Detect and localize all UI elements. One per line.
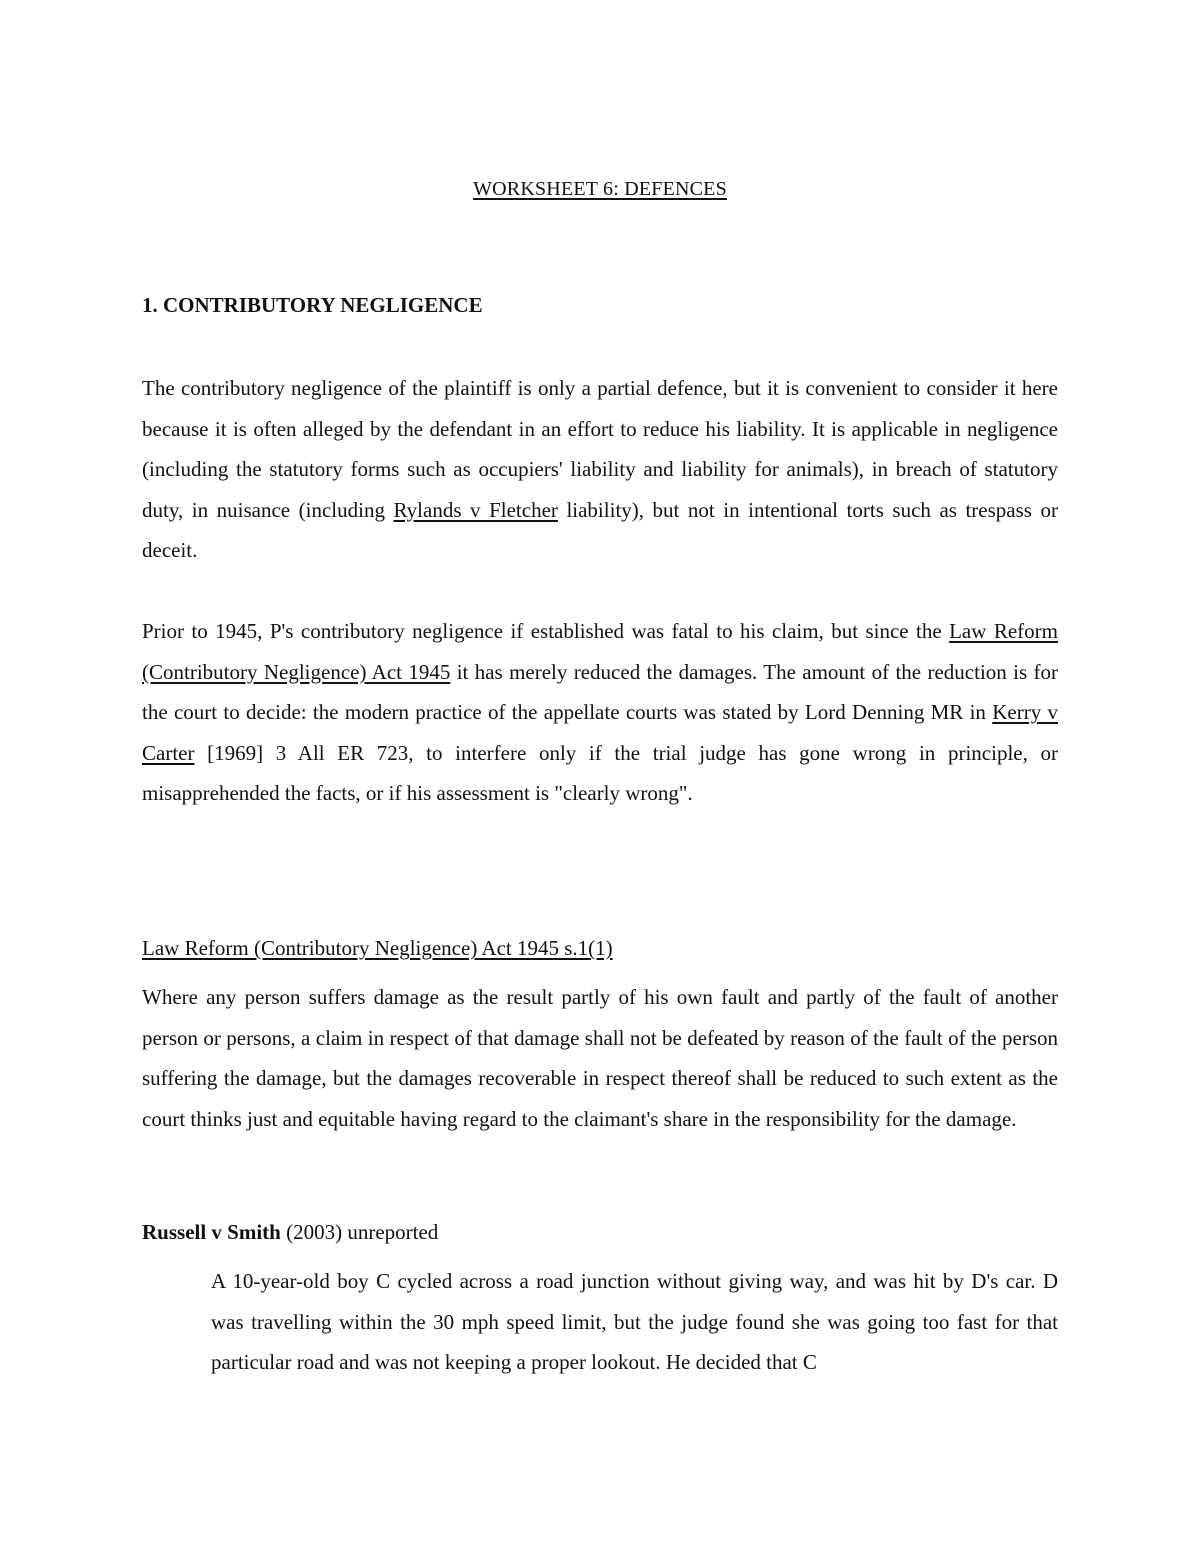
case-name: Russell v Smith bbox=[142, 1220, 281, 1244]
case-facts: A 10-year-old boy C cycled across a road junction without giving way, and was hit by D's car. D was travelling within the 30 mph speed limit, but the judge found she was going too fast for that particular road and was not keeping a proper lookout. He decided that C bbox=[211, 1269, 1058, 1374]
paragraph-partial-defence bbox=[142, 368, 1058, 571]
paragraph-text: [1969] 3 All ER 723, to interfere only if the trial judge has gone wrong in principle, or misapprehended the facts, or if his assessment is "clearly wrong". bbox=[142, 740, 1058, 805]
statute-text: Where any person suffers damage as the result partly of his own fault and partly of the fault of another person or persons, a claim in respect of that damage shall not be defeated by reason of the fault of the person suffering the damage, but the damages recoverable in respect thereof shall be reduced to such extent as the court thinks just and equitable having regard to the claimant's share in the responsibility for the damage. bbox=[142, 985, 1058, 1131]
paragraph-text: The contributory negligence of the plaintiff is only a partial defence, but it is convenient to consider it here because it is often alleged by the defendant in an effort to reduce his liability. It is applicable in negligence (including the statutory forms such as occupiers' liability and liability for animals), in breach of statutory duty, in nuisance (including bbox=[142, 376, 1058, 522]
section-heading: 1. CONTRIBUTORY NEGLIGENCE bbox=[142, 293, 483, 317]
case-example-heading bbox=[142, 1220, 438, 1245]
statute-reference: Law Reform (Contributory Negligence) Act 1945 s.1(1) bbox=[142, 936, 613, 960]
worksheet-title: WORKSHEET 6: DEFENCES bbox=[473, 178, 727, 200]
paragraph-text: it has merely reduced the damages. The amount of the reduction is for the court to decide: the modern practice of the appellate courts was stated by Lord Denning MR in bbox=[142, 659, 1059, 724]
case-reference-rylands: Rylands v Fletcher bbox=[393, 497, 558, 522]
case-citation: (2003) unreported bbox=[280, 1220, 439, 1244]
case-reference-kerry: Kerry v Carter bbox=[142, 700, 1058, 765]
paragraph-prior-to-1945 bbox=[142, 611, 1058, 814]
act-reference: Law Reform (Contributory Negligence) Act 1945 bbox=[142, 619, 1058, 684]
paragraph-text: liability), but not in intentional torts such as trespass or deceit. bbox=[142, 497, 1058, 562]
paragraph-text: Prior to 1945, P's contributory negligence if established was fatal to his claim, but since the bbox=[142, 619, 950, 643]
